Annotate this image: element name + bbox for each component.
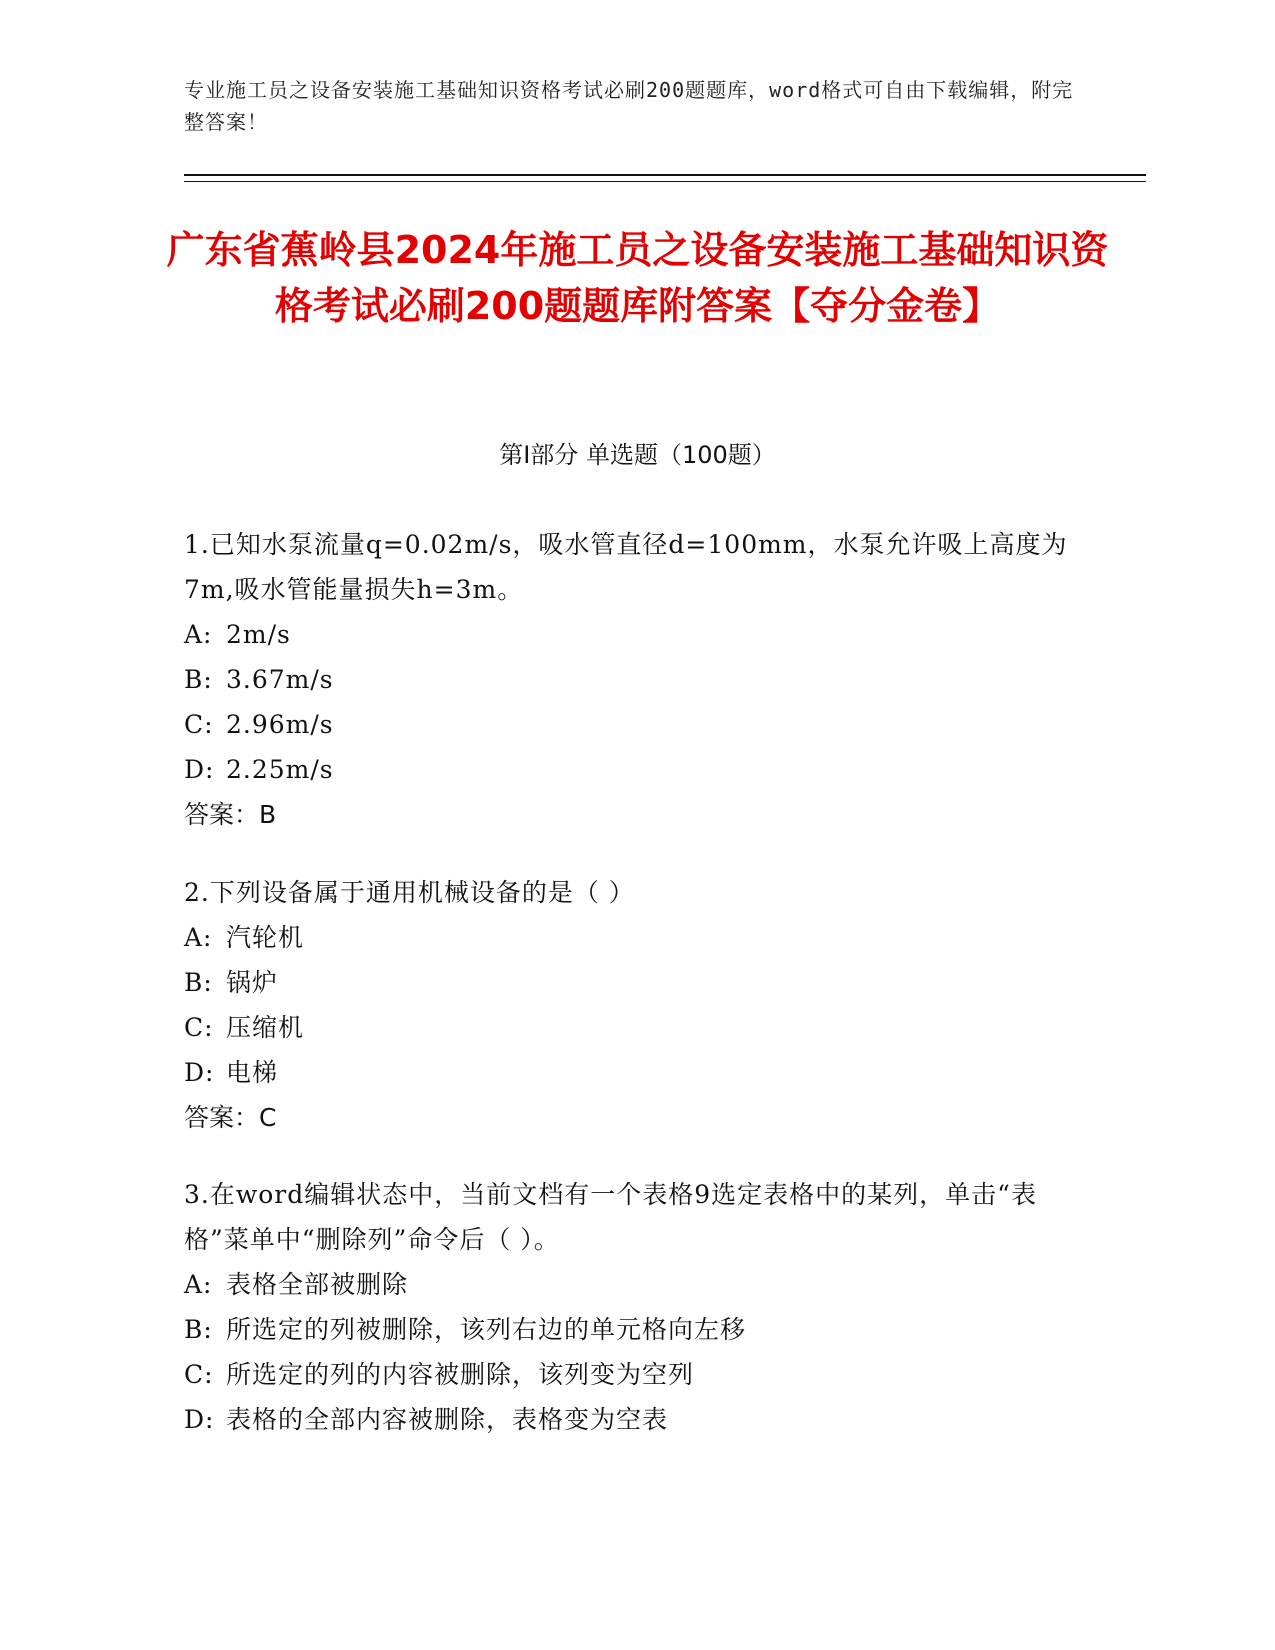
option-c <box>184 1005 1084 1050</box>
option-letter: D: <box>184 1058 215 1087</box>
option-d <box>184 1397 1084 1442</box>
option-text: 表格的全部内容被删除，表格变为空表 <box>226 1405 669 1434</box>
option-text: 锅炉 <box>226 968 279 997</box>
option-text: 2m/s <box>226 620 291 649</box>
option-letter: A: <box>184 923 213 952</box>
option-text: 压缩机 <box>226 1013 305 1042</box>
option-letter: C: <box>184 710 214 739</box>
question-stem: 3.在word编辑状态中，当前文档有一个表格9选定表格中的某列，单击“表格”菜单中“删除列”命令后（ ）。 <box>184 1180 1037 1254</box>
option-b <box>184 1307 1084 1352</box>
option-letter: B: <box>184 968 213 997</box>
option-letter: B: <box>184 1315 213 1344</box>
answer-line: 答案：C <box>184 1103 277 1132</box>
option-text: 电梯 <box>226 1058 279 1087</box>
section-title: 第Ⅰ部分 单选题（100题） <box>499 441 776 469</box>
option-text: 表格全部被删除 <box>226 1270 409 1299</box>
option-letter: C: <box>184 1360 214 1389</box>
option-b <box>184 960 1084 1005</box>
option-letter: A: <box>184 1270 213 1299</box>
question-1 <box>184 522 1084 837</box>
option-letter: A: <box>184 620 213 649</box>
option-letter: C: <box>184 1013 214 1042</box>
question-2 <box>184 870 1084 1140</box>
option-letter: D: <box>184 1405 215 1434</box>
header-divider-thin <box>184 181 1146 182</box>
option-text: 所选定的列被删除，该列右边的单元格向左移 <box>226 1315 747 1344</box>
option-text: 2.25m/s <box>226 755 334 784</box>
question-3 <box>184 1172 1084 1442</box>
document-title: 广东省蕉岭县2024年施工员之设备安装施工基础知识资格考试必刷200题题库附答案【夺分金卷】 <box>166 228 1109 328</box>
header-divider-thick <box>184 174 1146 176</box>
option-b <box>184 657 1084 702</box>
question-stem: 2.下列设备属于通用机械设备的是（ ） <box>184 878 635 907</box>
option-text: 汽轮机 <box>226 923 305 952</box>
option-d <box>184 1050 1084 1095</box>
answer-line: 答案：B <box>184 800 277 829</box>
option-c <box>184 1352 1084 1397</box>
option-d <box>184 747 1084 792</box>
option-text: 2.96m/s <box>226 710 334 739</box>
option-a <box>184 915 1084 960</box>
option-c <box>184 702 1084 747</box>
header-note: 专业施工员之设备安装施工基础知识资格考试必刷200题题库，word格式可自由下载编辑，附完整答案！ <box>184 78 1074 134</box>
option-a <box>184 1262 1084 1307</box>
option-text: 3.67m/s <box>226 665 334 694</box>
option-a <box>184 612 1084 657</box>
option-letter: D: <box>184 755 215 784</box>
option-text: 所选定的列的内容被删除，该列变为空列 <box>226 1360 695 1389</box>
question-stem: 1.已知水泵流量q=0.02m/s，吸水管直径d=100mm，水泵允许吸上高度为7m,吸水管能量损失h=3m。 <box>184 530 1068 604</box>
option-letter: B: <box>184 665 213 694</box>
